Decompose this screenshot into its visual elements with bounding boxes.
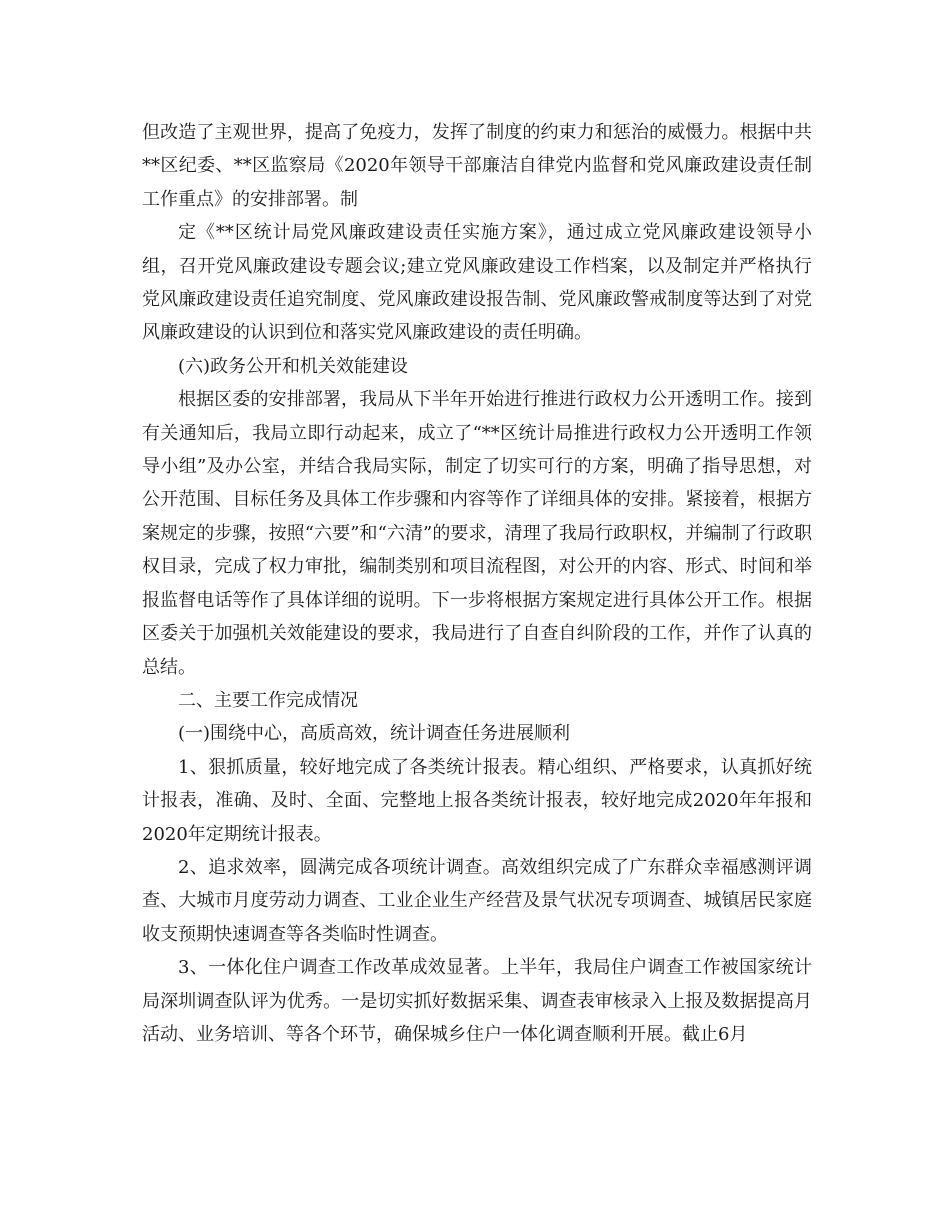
paragraph-4: 1、狠抓质量，较好地完成了各类统计报表。精心组织、严格要求，认真抓好统计报表，准确、及时、全面、完整地上报各类统计报表，较好地完成2020年年报和2020年定期统计报表。 [142,756,812,845]
paragraph-6: 3、一体化住户调查工作改革成效显著。上半年，我局住户调查工作被国家统计局深圳调查队评为优秀。一是切实抓好数据采集、调查表审核录入上报及数据提高月活动、业务培训、等各个环节，确保城乡住户一体化调查顺利开展。截止6月 [142,957,812,1045]
document-page [142,116,812,1051]
section-heading-6: (六)政务公开和机关效能建设 [178,355,409,377]
section-heading-1: (一)围绕中心，高质高效，统计调查任务进展顺利 [178,723,571,745]
paragraph-2: 定《**区统计局党风廉政建设责任实施方案》，通过成立党风廉政建设领导小组，召开党风廉政建设专题会议;建立党风廉政建设工作档案，以及制定并严格执行党风廉政建设责任追究制度、党风廉政建设报告制、党风廉政警戒制度等达到了对党风廉政建设的认识到位和落实党风廉政建设的责任明确。 [142,222,812,344]
paragraph-1: 但改造了主观世界，提高了免疫力，发挥了制度的约束力和惩治的威慑力。根据中共**区纪委、**区监察局《2020年领导干部廉洁自律党内监督和党风廉政建设责任制工作重点》的安排部署。制 [142,122,812,210]
paragraph-5: 2、追求效率，圆满完成各项统计调查。高效组织完成了广东群众幸福感测评调查、大城市月度劳动力调查、工业企业生产经营及景气状况专项调查、城镇居民家庭收支预期快速调查等各类临时性调查。 [142,856,812,945]
paragraph-3: 根据区委的安排部署，我局从下半年开始进行推进行政权力公开透明工作。接到有关通知后，我局立即行动起来，成立了“**区统计局推进行政权力公开透明工作领导小组”及办公室，并结合我局实际，制定了切实可行的方案，明确了指导思想，对公开范围、目标任务及具体工作步骤和内容等作了详细具体的安排。紧接着，根据方案规定的步骤，按照“六要”和“六清”的要求，清理了我局行政职权，并编制了行政职权目录，完成了权力审批，编制类别和项目流程图，对公开的内容、形式、时间和举报监督电话等作了具体详细的说明。下一步将根据方案规定进行具体公开工作。根据区委关于加强机关效能建设的要求，我局进行了自查自纠阶段的工作，并作了认真的总结。 [142,389,812,678]
chapter-heading-2: 二、主要工作完成情况 [178,689,358,711]
